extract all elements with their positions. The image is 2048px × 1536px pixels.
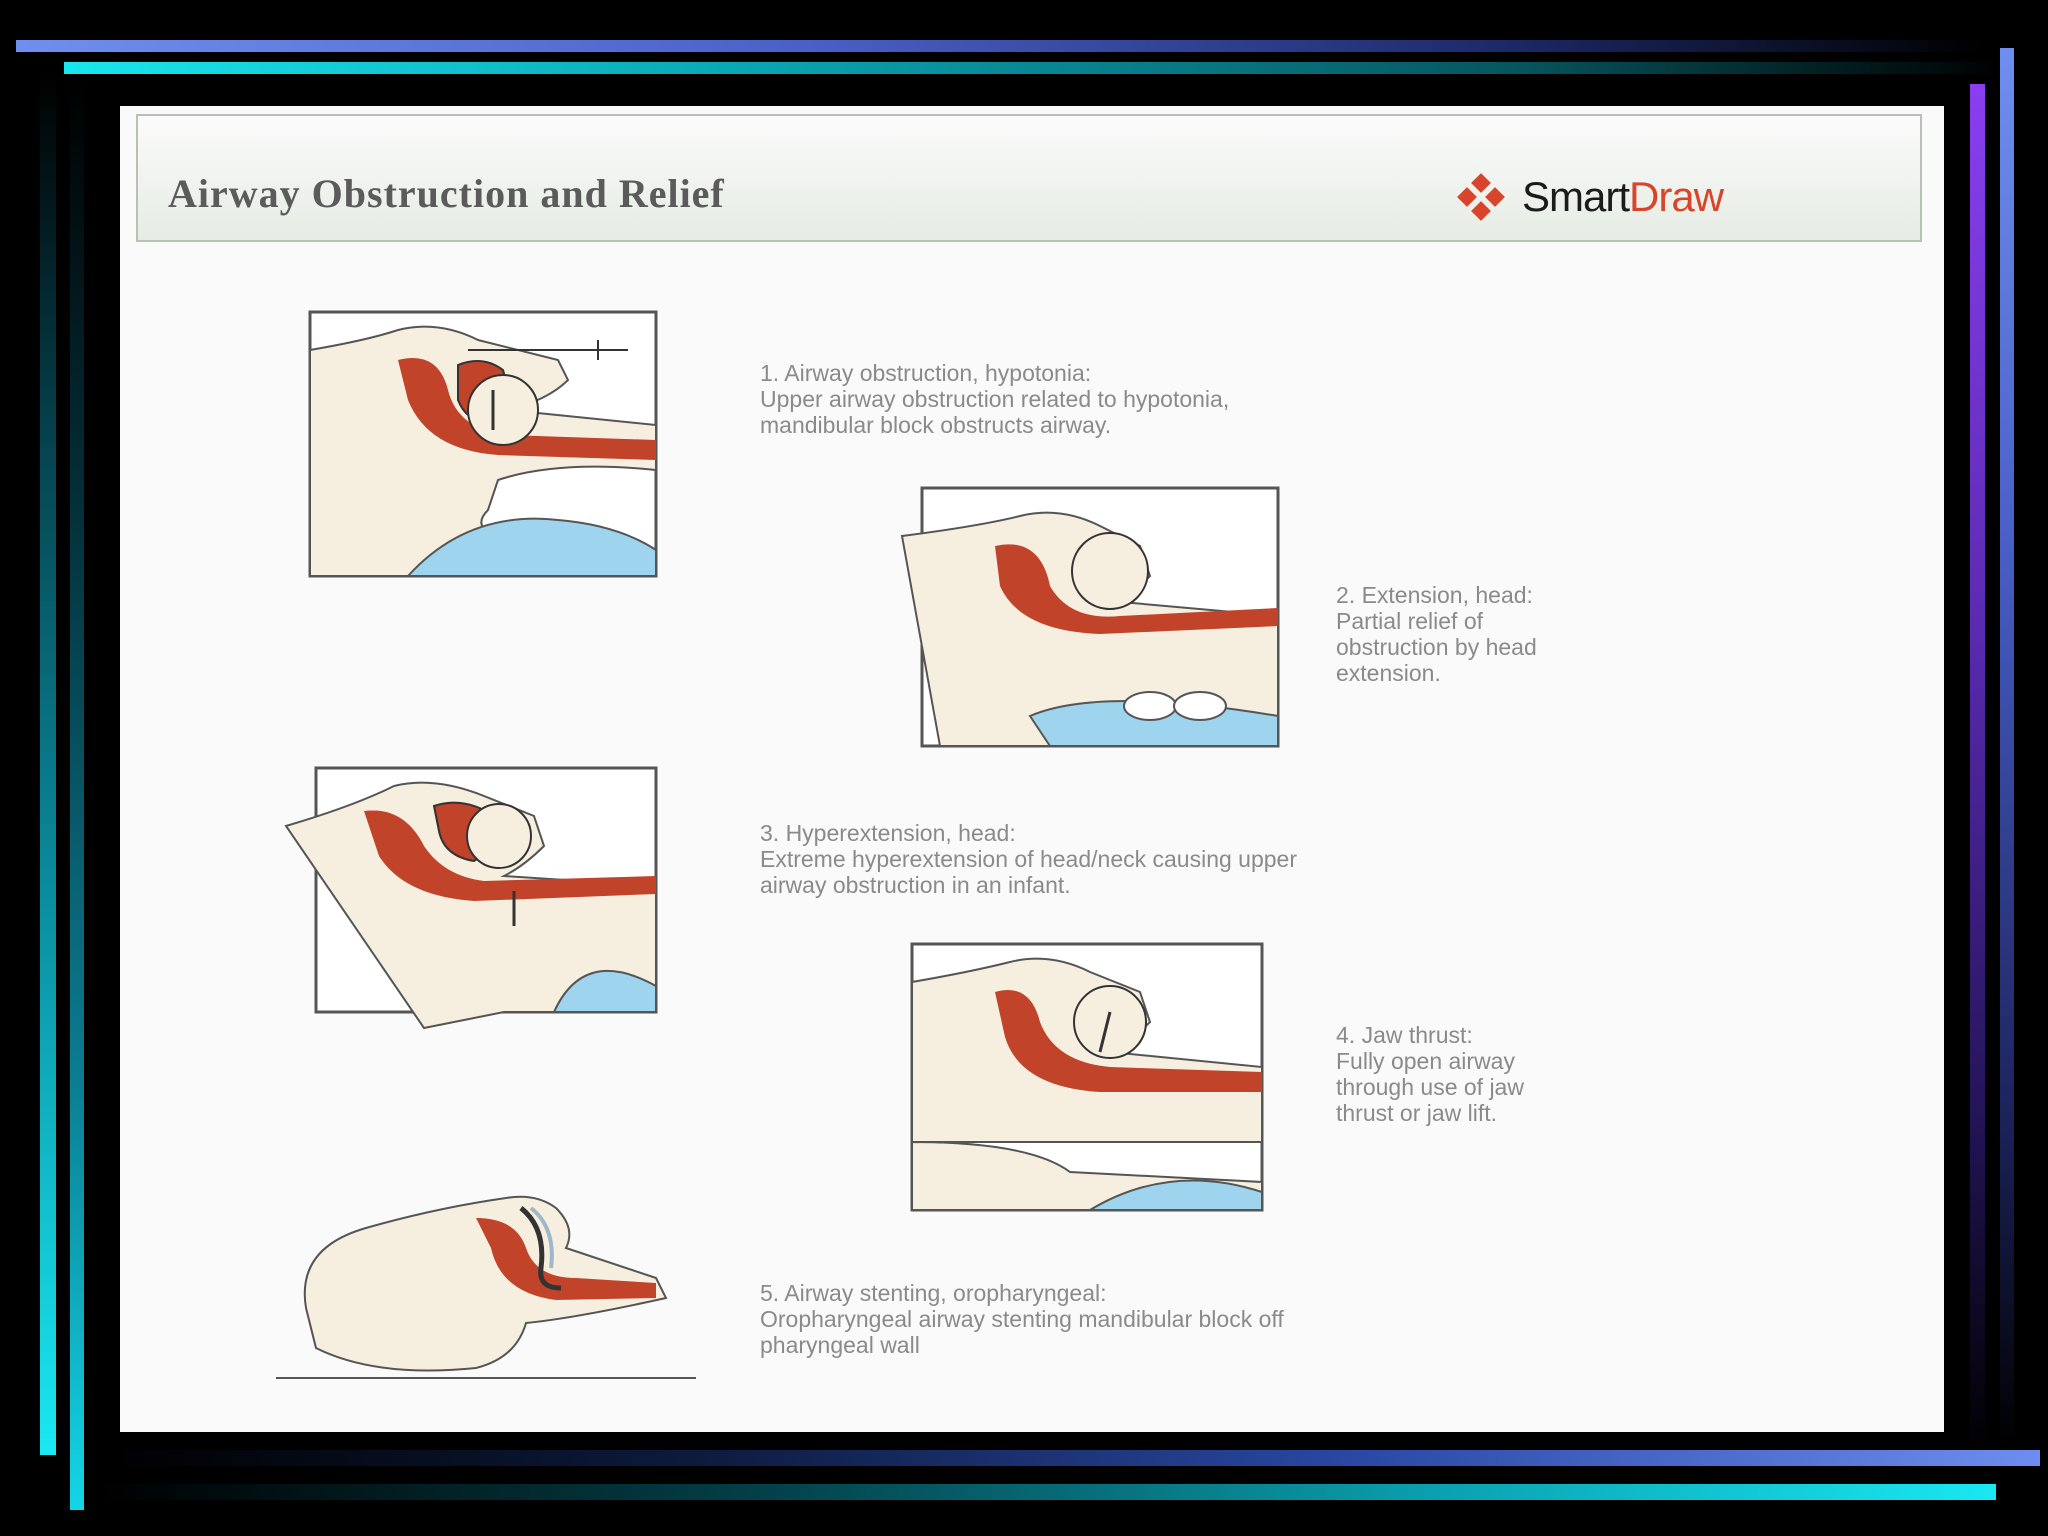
- step-5-body: Oropharyngeal airway stenting mandibular block off pharyngeal wall: [760, 1306, 1284, 1358]
- frame-bar-bottom-inner: [100, 1484, 1996, 1500]
- step-1-body: Upper airway obstruction related to hypotonia, mandibular block obstructs airway.: [760, 386, 1230, 438]
- frame-bar-right: [2000, 48, 2014, 1448]
- step-5-caption: [760, 1280, 1284, 1358]
- step-3-heading: 3. Hyperextension, head:: [760, 820, 1016, 846]
- frame-bar-top-inner: [64, 62, 2004, 74]
- frame-bar-left-inner: [70, 80, 84, 1510]
- step-2-body: Partial relief of obstruction by head extension.: [1336, 608, 1537, 686]
- page-title: Airway Obstruction and Relief: [168, 171, 725, 216]
- frame-bar-bottom: [110, 1450, 2040, 1466]
- frame-bar-right-inner: [1970, 84, 1985, 1454]
- figure-head-extension: [900, 486, 1282, 750]
- step-4-heading: 4. Jaw thrust:: [1336, 1022, 1473, 1048]
- logo-text-draw: Draw: [1629, 173, 1724, 220]
- figure-airway-stenting: [276, 1188, 696, 1384]
- step-1-caption: [760, 360, 1229, 438]
- frame-bar-left: [40, 70, 56, 1455]
- figure-hyperextension: [284, 766, 660, 1032]
- step-4-body: Fully open airway through use of jaw thrust or jaw lift.: [1336, 1048, 1524, 1126]
- logo-text-smart: Smart: [1522, 173, 1630, 220]
- step-2-caption: [1336, 582, 1537, 686]
- figure-airway-obstruction: [308, 310, 660, 580]
- smartdraw-logo-icon: [1452, 172, 1522, 222]
- smartdraw-logo: [1452, 172, 1723, 222]
- step-3-caption: [760, 820, 1297, 898]
- step-3-body: Extreme hyperextension of head/neck causing upper airway obstruction in an infant.: [760, 846, 1297, 898]
- figure-jaw-thrust: [910, 942, 1266, 1214]
- frame-bar-top: [16, 40, 1986, 52]
- step-4-caption: [1336, 1022, 1524, 1126]
- step-2-heading: 2. Extension, head:: [1336, 582, 1533, 608]
- step-1-heading: 1. Airway obstruction, hypotonia:: [760, 360, 1092, 386]
- step-5-heading: 5. Airway stenting, oropharyngeal:: [760, 1280, 1107, 1306]
